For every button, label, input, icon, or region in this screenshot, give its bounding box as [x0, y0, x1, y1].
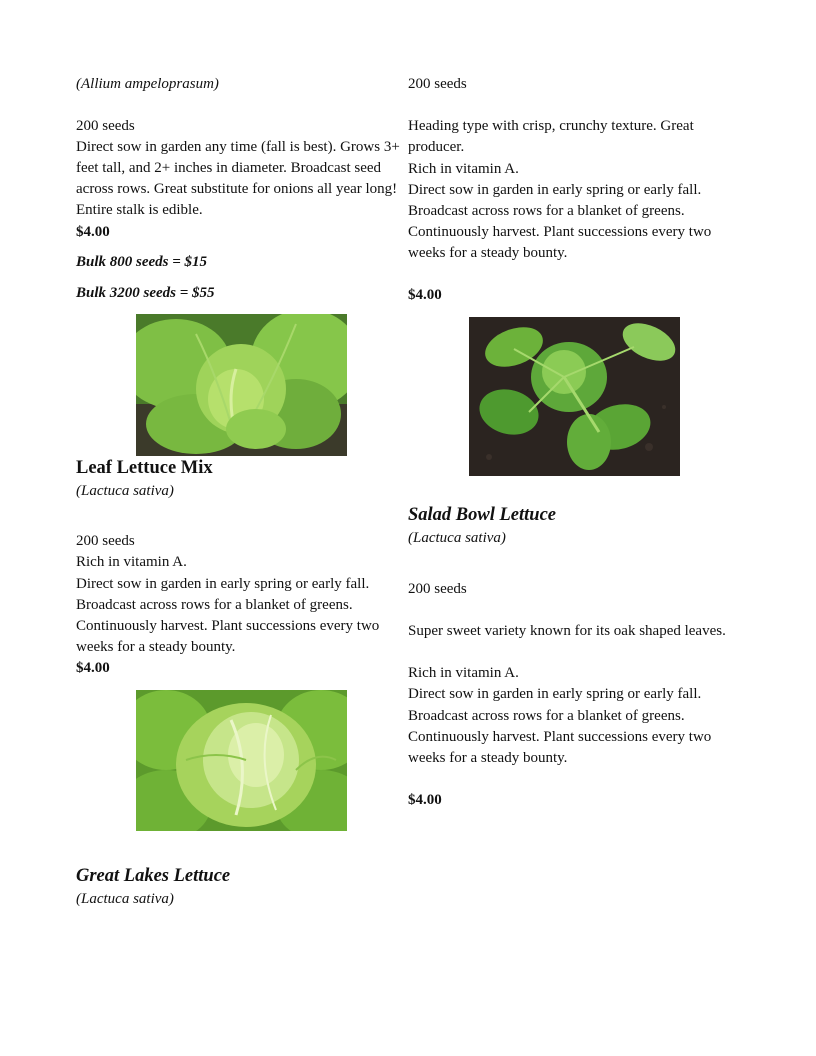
leaf-lettuce-harvest-info: Continuously harvest. Plant successions every two weeks for a steady bounty.: [76, 618, 380, 655]
great-lakes-vitamin: Rich in vitamin A.: [408, 161, 519, 177]
leaf-lettuce-title: Leaf Lettuce Mix: [76, 458, 213, 478]
salad-bowl-price: $4.00: [408, 792, 442, 808]
leek-latin-name: (Allium ampeloprasum): [76, 76, 219, 92]
salad-bowl-lettuce-title: Salad Bowl Lettuce: [408, 505, 556, 525]
great-lakes-lettuce-latin-name: (Lactuca sativa): [76, 891, 174, 907]
leek-description: Direct sow in garden any time (fall is best). Grows 3+ feet tall, and 2+ inches in diameter. Broadcast seed across rows. Great substitute for onions all year long! Entire stalk is edible.: [76, 139, 400, 218]
great-lakes-broadcast-info: Broadcast across rows for a blanket of greens.: [408, 203, 685, 219]
salad-bowl-harvest-info: Continuously harvest. Plant successions every two weeks for a steady bounty.: [408, 729, 712, 766]
salad-bowl-description: Super sweet variety known for its oak shaped leaves.: [408, 623, 726, 639]
leaf-lettuce-seed-count: 200 seeds: [76, 533, 135, 549]
leaf-lettuce-broadcast-info: Broadcast across rows for a blanket of greens.: [76, 597, 353, 613]
great-lakes-harvest-info: Continuously harvest. Plant successions every two weeks for a steady bounty.: [408, 224, 712, 261]
great-lakes-price: $4.00: [408, 287, 442, 303]
leaf-lettuce-price: $4.00: [76, 660, 110, 676]
salad-bowl-lettuce-photo: [469, 317, 680, 476]
salad-bowl-broadcast-info: Broadcast across rows for a blanket of greens.: [408, 708, 685, 724]
salad-bowl-sow-info: Direct sow in garden in early spring or early fall.: [408, 686, 702, 702]
salad-bowl-vitamin: Rich in vitamin A.: [408, 665, 519, 681]
leaf-lettuce-vitamin: Rich in vitamin A.: [76, 554, 187, 570]
great-lakes-lettuce-title: Great Lakes Lettuce: [76, 866, 231, 886]
leek-bulk-3200: Bulk 3200 seeds = $55: [76, 285, 215, 301]
great-lakes-seed-count: 200 seeds: [408, 76, 467, 92]
great-lakes-description: Heading type with crisp, crunchy texture. Great producer.: [408, 118, 694, 155]
leaf-lettuce-photo: [136, 314, 347, 456]
leek-bulk-800: Bulk 800 seeds = $15: [76, 254, 208, 270]
leek-seed-count: 200 seeds: [76, 118, 135, 134]
salad-bowl-lettuce-latin-name: (Lactuca sativa): [408, 530, 506, 546]
great-lakes-sow-info: Direct sow in garden in early spring or early fall.: [408, 182, 702, 198]
salad-bowl-seed-count: 200 seeds: [408, 581, 467, 597]
great-lakes-lettuce-photo: [136, 690, 347, 831]
leaf-lettuce-sow-info: Direct sow in garden in early spring or early fall.: [76, 576, 370, 592]
leaf-lettuce-latin-name: (Lactuca sativa): [76, 483, 174, 499]
leek-price: $4.00: [76, 224, 110, 240]
